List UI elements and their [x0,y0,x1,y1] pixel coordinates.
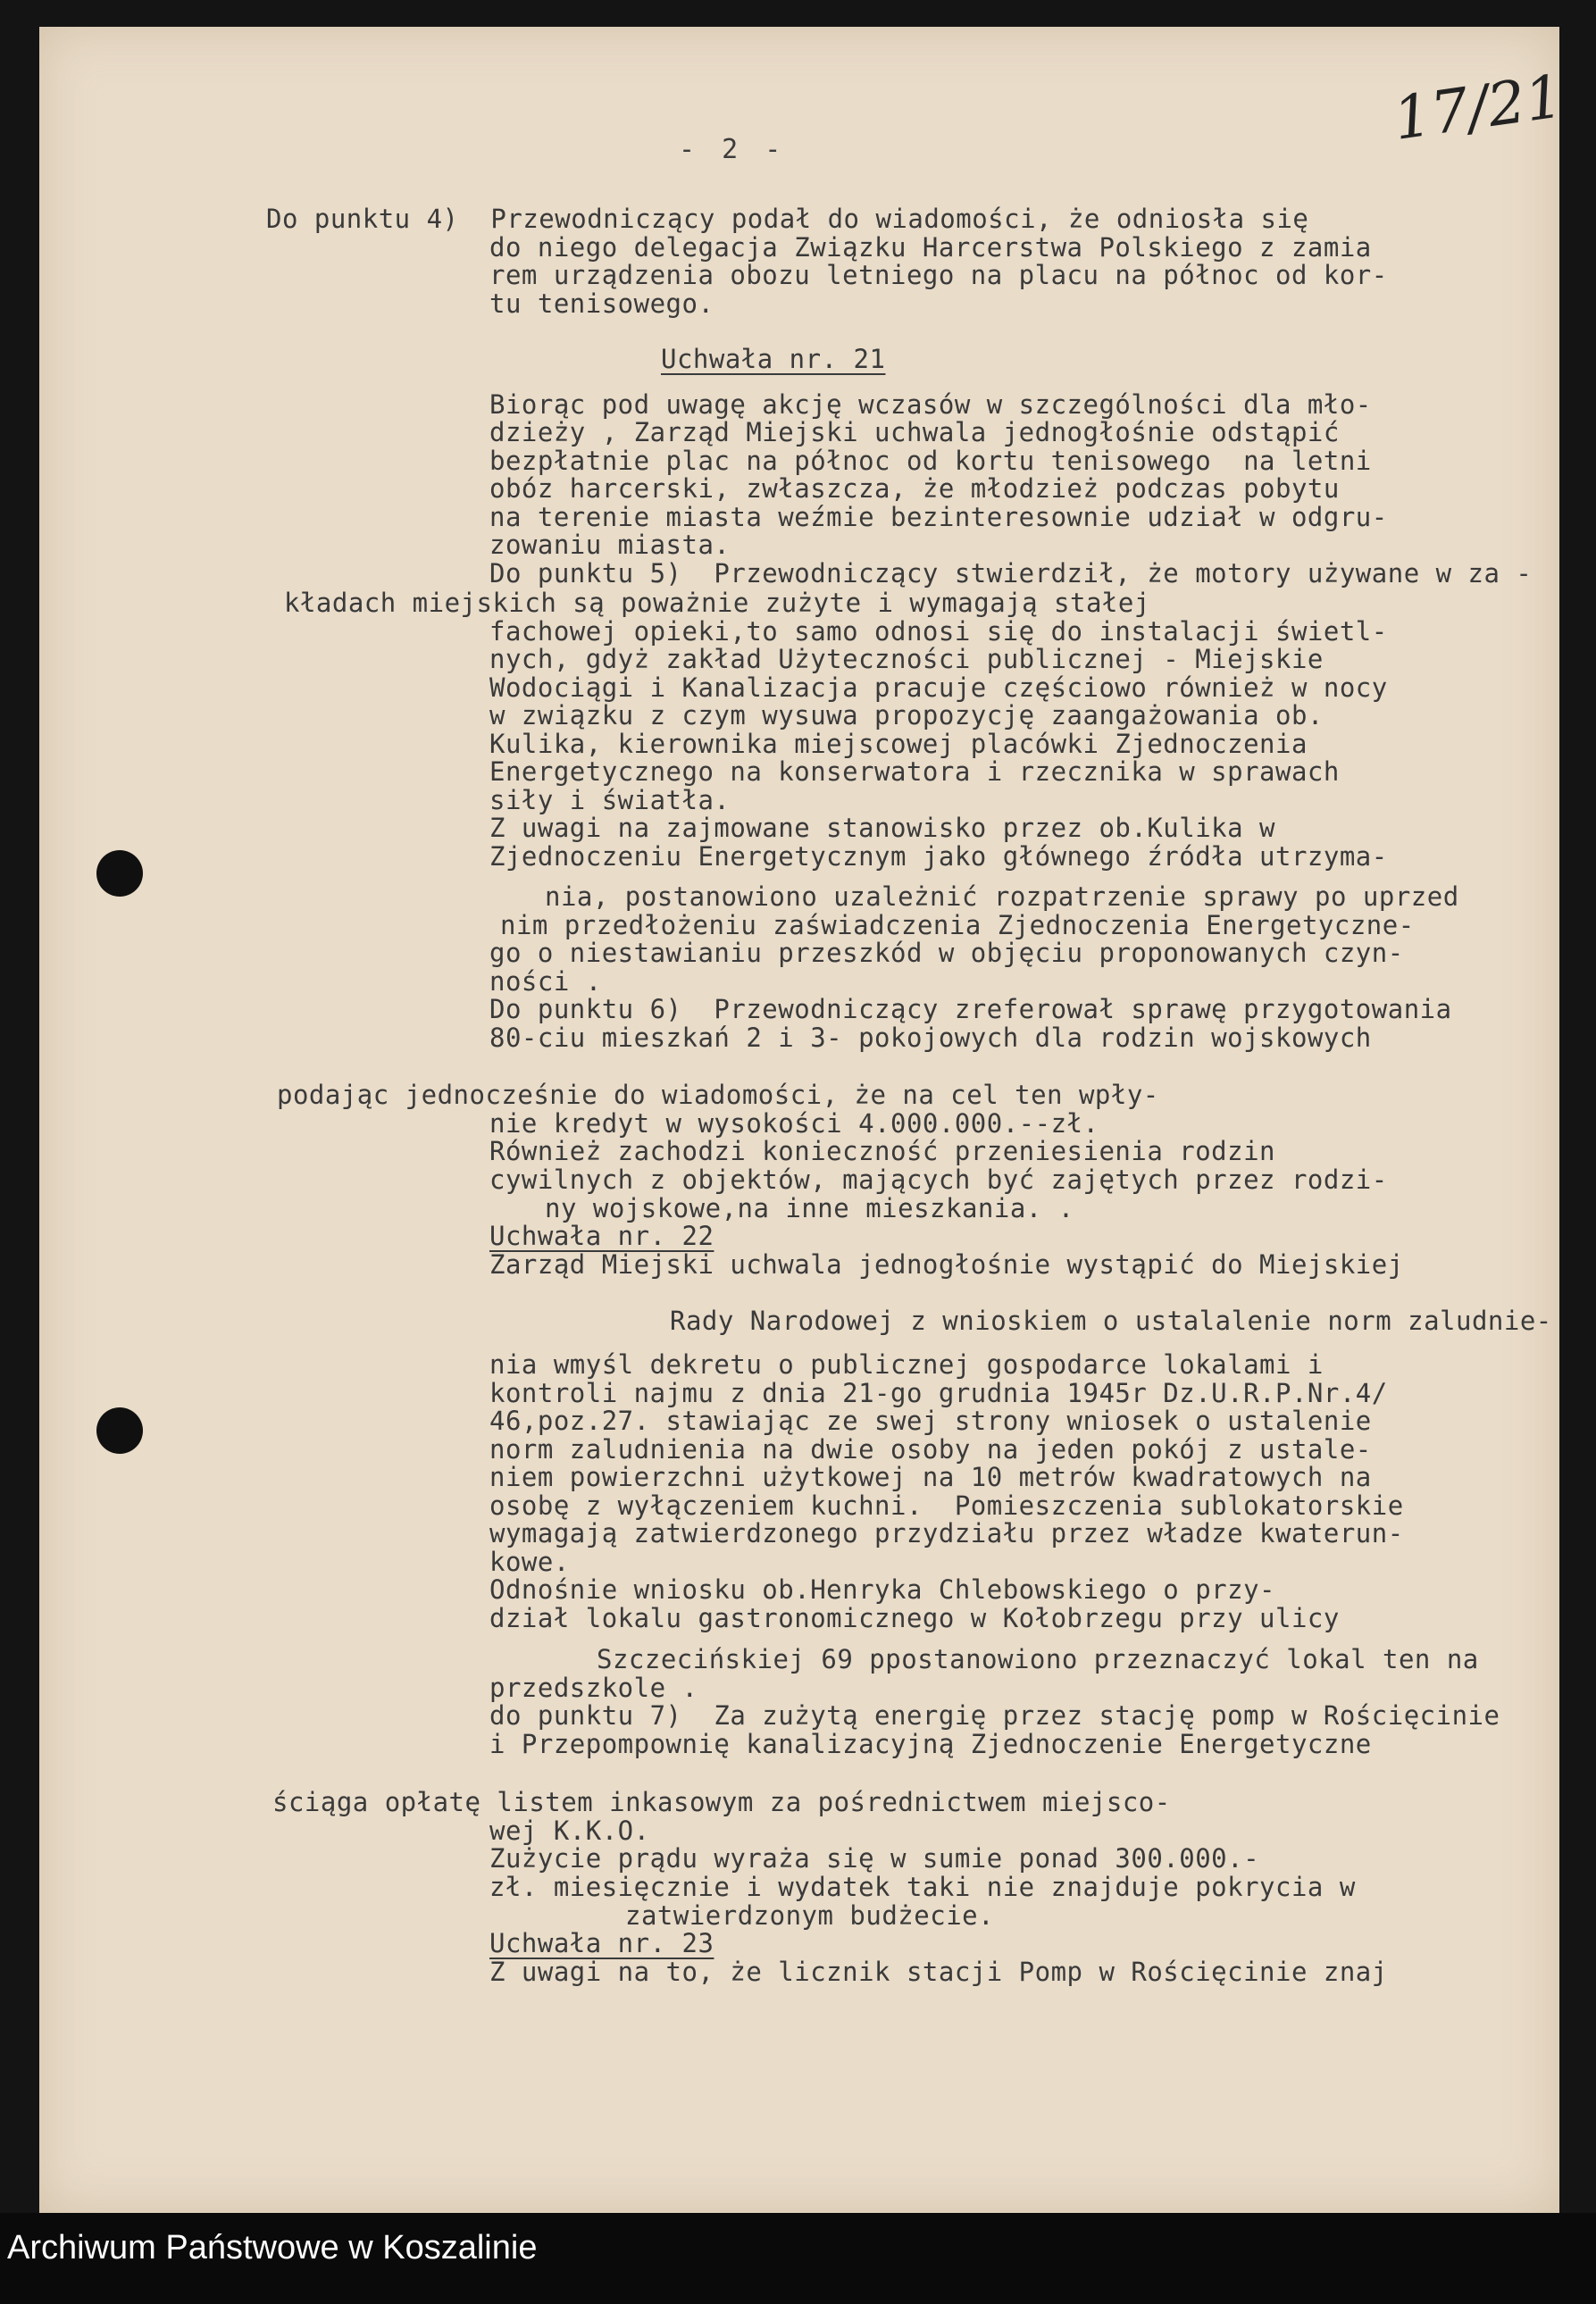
text-line: zatwierdzonym budżecie. [625,1900,995,1931]
text-line: Z uwagi na zajmowane stanowisko przez ob.Kulika w [489,813,1276,843]
text-line: Do punktu 4) Przewodniczący podał do wiadomości, że odniosła się [266,204,1309,234]
punch-hole [96,850,143,897]
text-line: Zarząd Miejski uchwala jednogłośnie wystąpić do Miejskiej [489,1249,1404,1280]
text-line: Biorąc pod uwagę akcję wczasów w szczególności dla mło- [489,389,1372,420]
text-line: osobę z wyłączeniem kuchni. Pomieszczenia sublokatorskie [489,1490,1404,1521]
text-line: go o niestawianiu przeszkód w objęciu proponowanych czyn- [489,938,1404,968]
text-line: nych, gdyż zakład Użyteczności publicznej - Miejskie [489,644,1324,674]
handwritten-annotation: 17/21 [1389,62,1567,154]
text-line: siły i światła. [489,785,731,815]
text-line: tu tenisowego. [489,288,714,319]
text-line: nie kredyt w wysokości 4.000.000.--zł. [489,1108,1099,1139]
text-line: rem urządzenia obozu letniego na placu na północ od kor- [489,260,1388,290]
text-line: Zjednoczeniu Energetycznym jako głównego źródła utrzyma- [489,841,1388,872]
text-line: w związku z czym wysuwa propozycję zaangażowania ob. [489,700,1324,730]
text-line: wej K.K.O. [489,1816,650,1846]
archive-footer [0,2213,1596,2304]
text-line: ściąga opłatę listem inkasowym za pośrednictwem miejsco- [272,1787,1171,1817]
text-line: dzieży , Zarząd Miejski uchwala jednogłośnie odstąpić [489,417,1340,447]
text-line: ności . [489,966,602,997]
text-line: do niego delegacja Związku Harcerstwa Polskiego z zamia [489,232,1372,263]
text-line: dział lokalu gastronomicznego w Kołobrzegu przy ulicy [489,1603,1340,1633]
text-line: Zużycie prądu wyraża się w sumie ponad 300.000.- [489,1843,1260,1874]
text-line: obóz harcerski, zwłaszcza, że młodzież podczas pobytu [489,473,1340,504]
text-line: kontroli najmu z dnia 21-go grudnia 1945r Dz.U.R.P.Nr.4/ [489,1378,1388,1408]
text-line: zł. miesięcznie i wydatek taki nie znajduje pokrycia w [489,1872,1356,1902]
text-line: niem powierzchni użytkowej na 10 metrów kwadratowych na [489,1462,1372,1492]
text-line: Kulika, kierownika miejscowej placówki Zjednoczenia [489,729,1308,759]
text-line: cywilnych z objektów, mających być zajętych przez rodzi- [489,1165,1388,1195]
text-line: norm zaludnienia na dwie osoby na jeden pokój z ustale- [489,1434,1372,1465]
page-number: - 2 - [679,134,787,165]
text-line: Wodociągi i Kanalizacja pracuje częściowo również w nocy [489,672,1388,703]
text-line: przedszkole . [489,1673,698,1703]
text-line: Energetycznego na konserwatora i rzecznika w sprawach [489,756,1340,787]
text-line: fachowej opieki,to samo odnosi się do instalacji świetl- [489,616,1388,647]
text-line: i Przepompownię kanalizacyjną Zjednoczenie Energetyczne [489,1729,1372,1759]
resolution-heading: Uchwała nr. 21 [661,344,886,374]
text-line: Do punktu 5) Przewodniczący stwierdził, że motory używane w za - [489,558,1533,589]
text-line: Również zachodzi konieczność przeniesienia rodzin [489,1136,1276,1166]
text-line: wymagają zatwierdzonego przydziału przez władze kwaterun- [489,1518,1404,1549]
archive-name: Archiwum Państwowe w Koszalinie [7,2229,538,2266]
text-line: nia wmyśl dekretu o publicznej gospodarce lokalami i [489,1349,1324,1380]
text-line: kowe. [489,1547,570,1577]
text-line: Z uwagi na to, że licznik stacji Pomp w Rościęcinie znaj [489,1957,1388,1987]
text-line: podając jednocześnie do wiadomości, że na cel ten wpły- [277,1080,1159,1110]
text-line: nim przedłożeniu zaświadczenia Zjednoczenia Energetyczne- [500,910,1415,940]
text-line: ny wojskowe,na inne mieszkania. . [545,1193,1074,1223]
text-line: Odnośnie wniosku ob.Henryka Chlebowskiego o przy- [489,1574,1276,1605]
punch-hole [96,1407,143,1454]
text-line: zowaniu miasta. [489,530,731,560]
resolution-heading: Uchwała nr. 22 [489,1221,714,1251]
text-line: bezpłatnie plac na północ od kortu tenisowego na letni [489,446,1372,476]
text-line: 80-ciu mieszkań 2 i 3- pokojowych dla rodzin wojskowych [489,1023,1372,1053]
text-line: do punktu 7) Za zużytą energię przez stację pomp w Rościęcinie [489,1700,1500,1731]
text-line: Rady Narodowej z wnioskiem o ustalalenie norm zaludnie- [670,1306,1552,1336]
text-line: Szczecińskiej 69 ppostanowiono przeznaczyć lokal ten na [597,1644,1479,1674]
text-line: 46,poz.27. stawiając ze swej strony wniosek o ustalenie [489,1406,1372,1436]
resolution-heading: Uchwała nr. 23 [489,1928,714,1958]
text-line: na terenie miasta weźmie bezinteresownie udział w odgru- [489,502,1388,532]
text-line: nia, postanowiono uzależnić rozpatrzenie sprawy po uprzed [545,881,1459,912]
text-line: kładach miejskich są poważnie zużyte i wymagają stałej [284,588,1150,618]
text-line: Do punktu 6) Przewodniczący zreferował sprawę przygotowania [489,994,1452,1024]
